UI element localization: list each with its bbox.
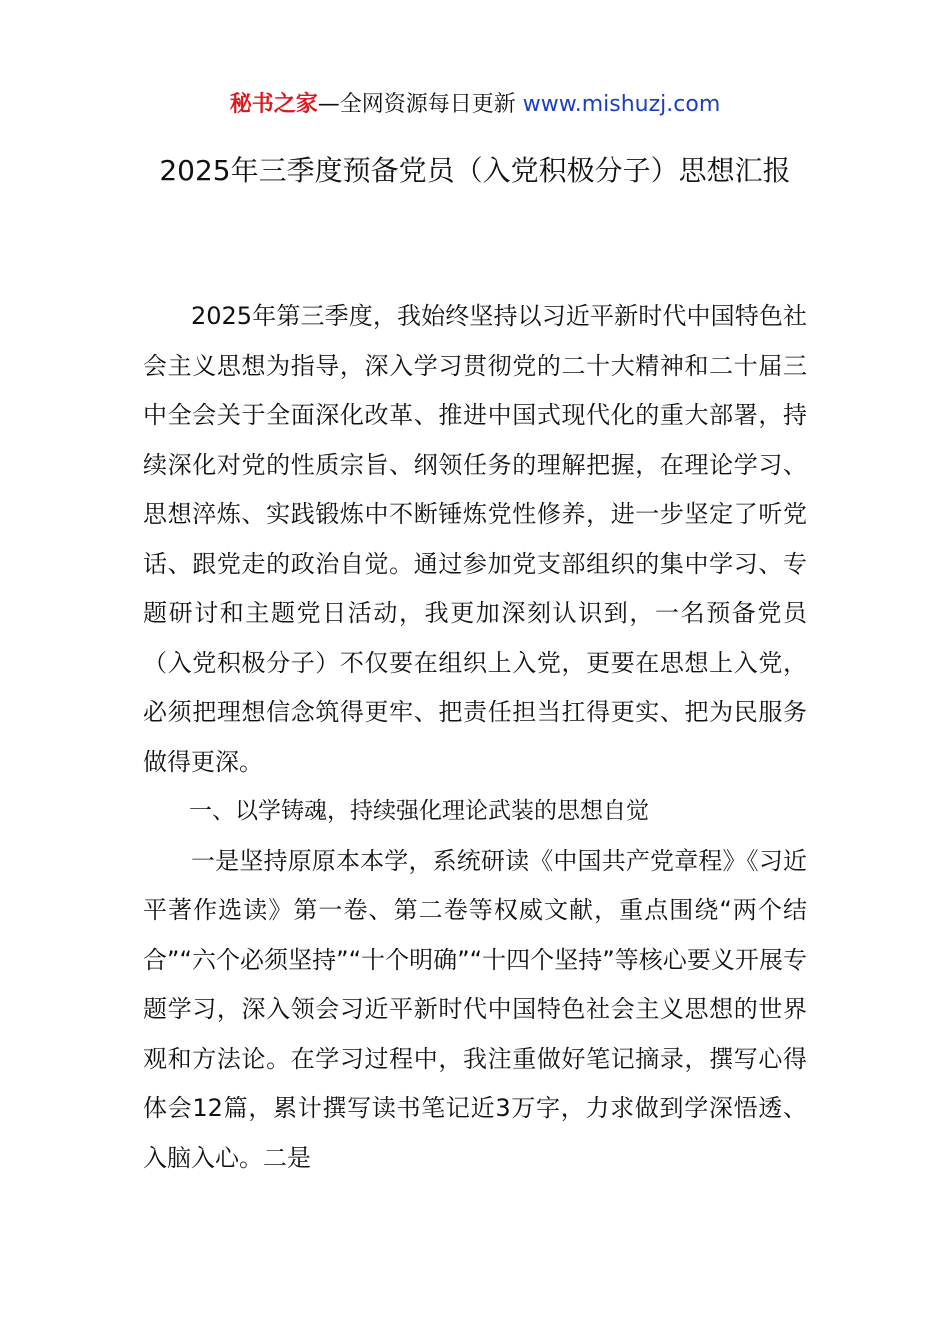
site-header xyxy=(0,88,950,122)
brand-name: 秘书之家 xyxy=(229,92,318,117)
document-title: 2025年三季度预备党员（入党积极分子）思想汇报 xyxy=(159,154,791,187)
header-tagline: —全网资源每日更新 xyxy=(317,92,523,117)
section-heading: 一、以学铸魂，持续强化理论武装的思想自觉 xyxy=(189,798,649,824)
intro-paragraph: 2025年第三季度，我始终坚持以习近平新时代中国特色社会主义思想为指导，深入学习贯彻党的二十大精神和二十届三中全会关于全面深化改革、推进中国式现代化的重大部署，持续深化对党的性质宗旨、纲领任务的理解把握，在理论学习、思想淬炼、实践锻炼中不断锤炼党性修养，进一步坚定了听党话、跟党走的政治自觉。通过参加党支部组织的集中学习、专题研讨和主题党日活动，我更加深刻认识到，一名预备党员（入党积极分子）不仅要在组织上入党，更要在思想上入党，必须把理想信念筑得更牢、把责任担当扛得更实、把为民服务做得更深。 xyxy=(143,302,807,776)
body-paragraph: 一是坚持原原本本学，系统研读《中国共产党章程》《习近平著作选读》第一卷、第二卷等权威文献，重点围绕“两个结合”“六个必须坚持”“十个明确”“十四个坚持”等核心要义开展专题学习，深入领会习近平新时代中国特色社会主义思想的世界观和方法论。在学习过程中，我注重做好笔记摘录，撰写心得体会12篇，累计撰写读书笔记近3万字，力求做到学深悟透、入脑入心。二是 xyxy=(143,846,807,1172)
document-body xyxy=(143,292,807,1183)
site-url-link[interactable]: www.mishuzj.com xyxy=(522,92,721,117)
